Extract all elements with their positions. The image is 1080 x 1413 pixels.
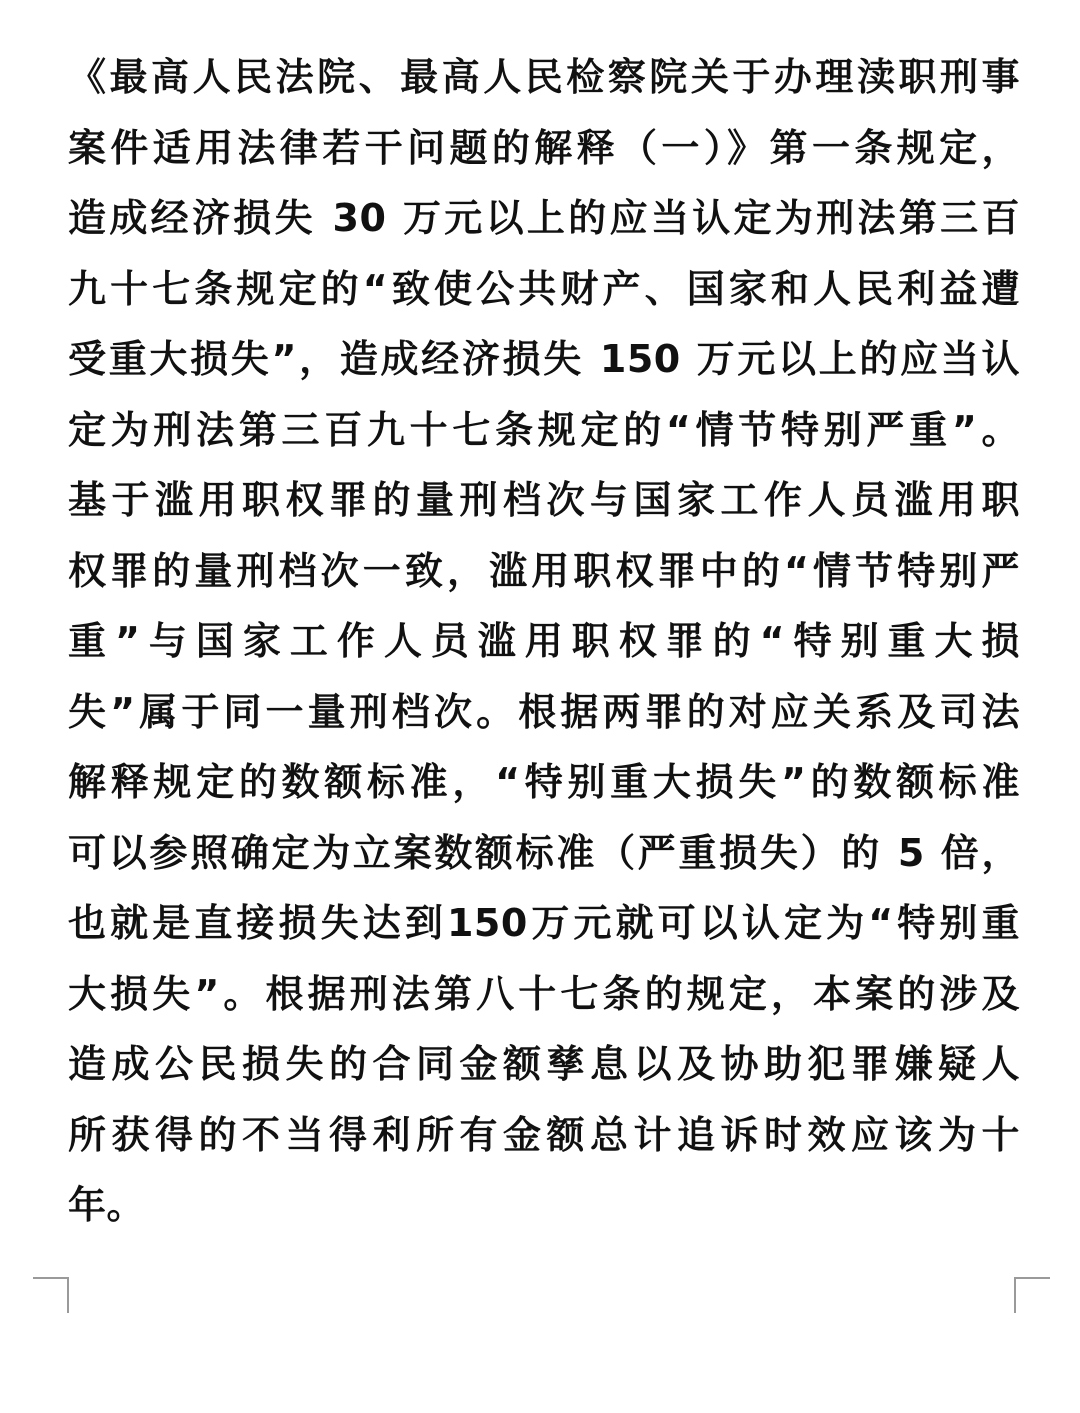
text-line: 《最高人民法院、最高人民检察院关于办理渎职刑事 xyxy=(68,55,1020,99)
text-line: 造成经济损失 30 万元以上的应当认定为刑法第三百 xyxy=(68,196,1020,240)
text-line: 大损失”。根据刑法第八十七条的规定，本案的涉及 xyxy=(68,971,1020,1016)
text-line: 定为刑法第三百九十七条规定的“情节特别严重”。 xyxy=(68,407,1020,452)
text-line: 案件适用法律若干问题的解释（一）》第一条规定， xyxy=(68,125,1020,170)
text-line: 所获得的不当得利所有金额总计追诉时效应该为十 xyxy=(68,1112,1020,1157)
text-line: 基于滥用职权罪的量刑档次与国家工作人员滥用职 xyxy=(68,478,1020,522)
text-line: 九十七条规定的“致使公共财产、国家和人民利益遭 xyxy=(68,266,1020,311)
page-corner-mark-right xyxy=(1014,1277,1050,1313)
text-line: 重”与国家工作人员滥用职权罪的“特别重大损 xyxy=(68,619,1020,663)
body-text xyxy=(68,42,1020,1241)
text-line: 受重大损失”，造成经济损失 150 万元以上的应当认 xyxy=(68,337,1020,381)
text-line: 失”属于同一量刑档次。根据两罪的对应关系及司法 xyxy=(68,689,1020,734)
text-line: 可以参照确定为立案数额标准（严重损失）的 5 倍， xyxy=(68,830,1020,875)
text-line: 造成公民损失的合同金额孳息以及协助犯罪嫌疑人 xyxy=(68,1042,1020,1086)
text-line: 权罪的量刑档次一致，滥用职权罪中的“情节特别严 xyxy=(68,548,1020,593)
text-line: 也就是直接损失达到150万元就可以认定为“特别重 xyxy=(68,901,1020,945)
text-line: 解释规定的数额标准，“特别重大损失”的数额标准 xyxy=(68,760,1020,804)
text-line: 年。 xyxy=(68,1183,146,1227)
page-corner-mark-left xyxy=(33,1277,69,1313)
